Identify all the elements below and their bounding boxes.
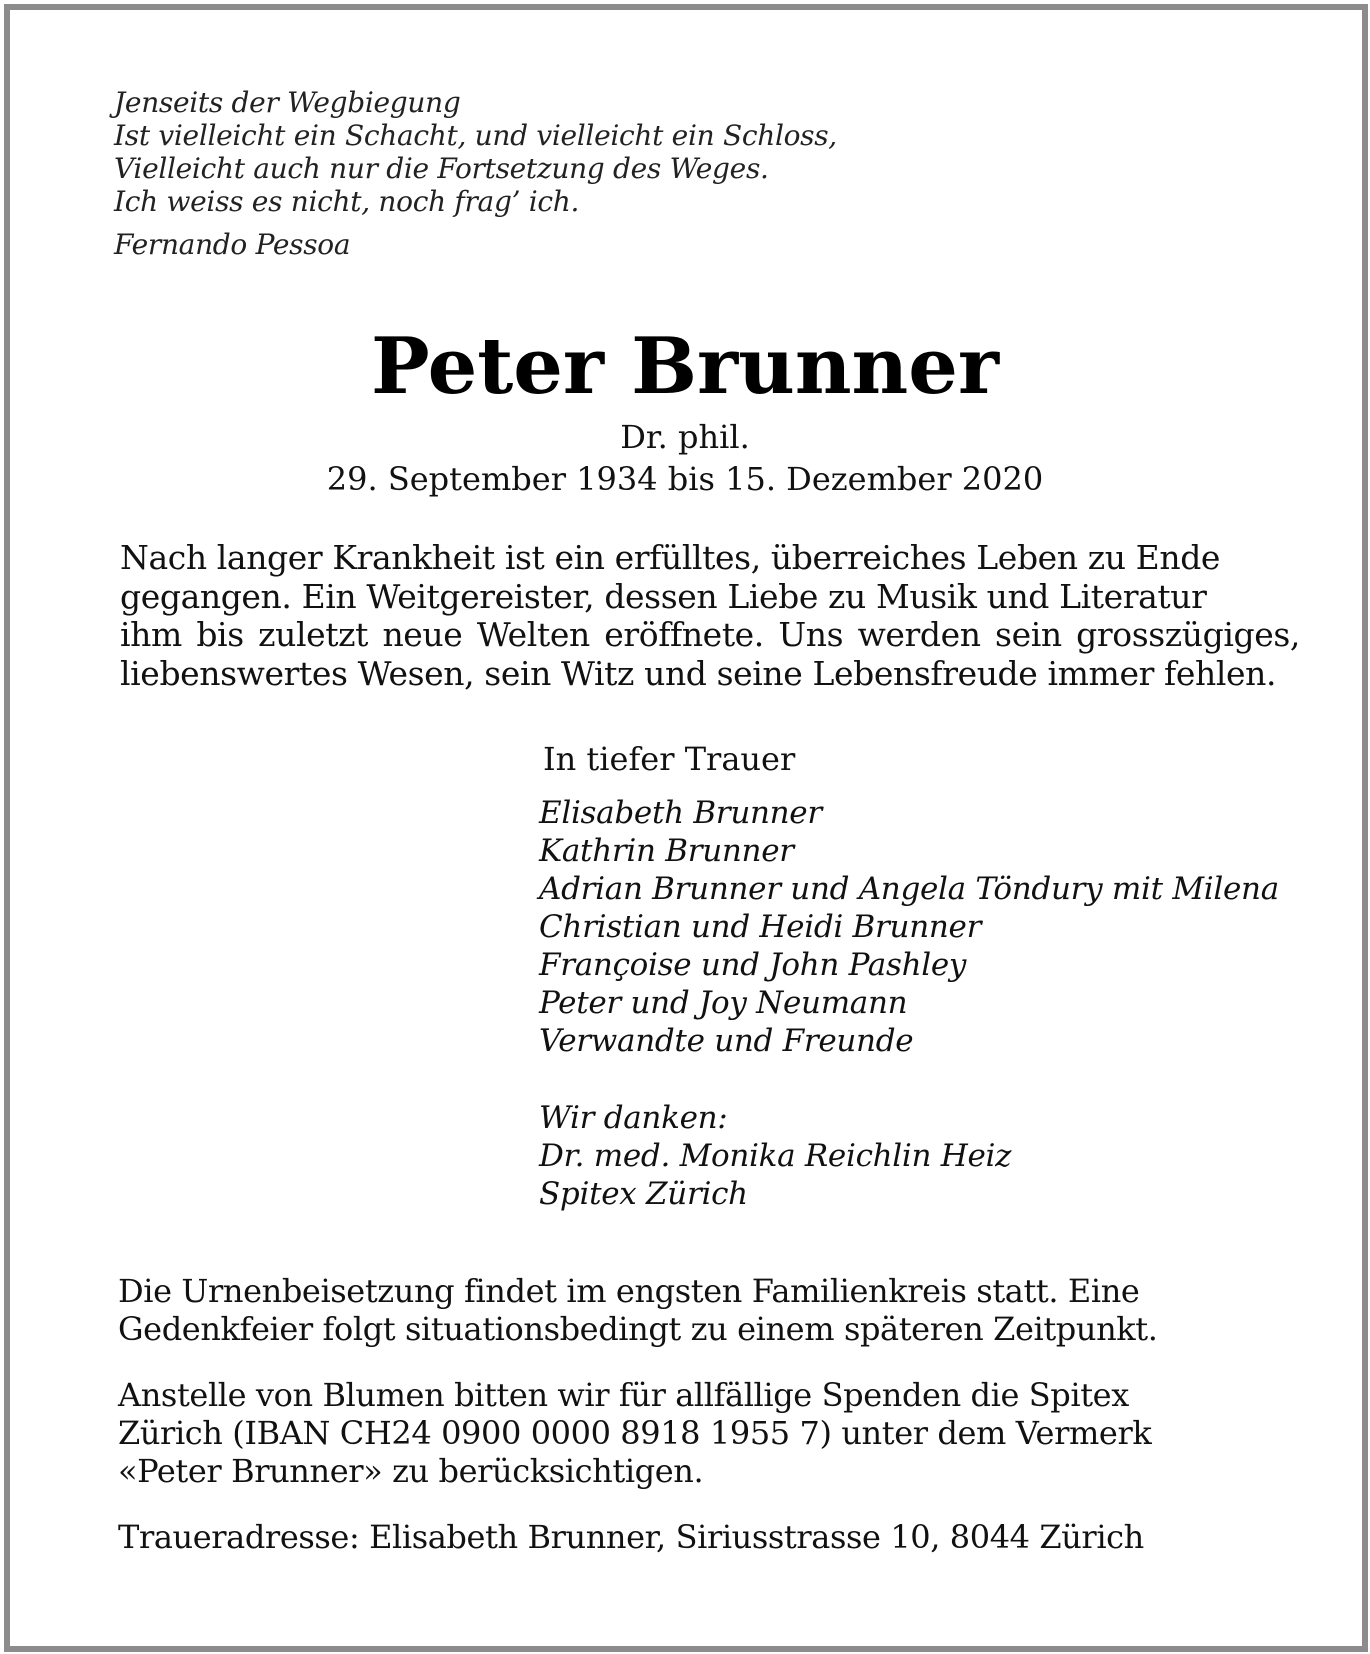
poem-line: Ist vielleicht ein Schacht, und vielleicht ein Schloss, <box>114 119 837 152</box>
family-member: Françoise und John Pashley <box>539 947 967 983</box>
family-member: Adrian Brunner und Angela Töndury mit Milena <box>539 871 1279 907</box>
family-member: Kathrin Brunner <box>539 833 794 869</box>
poem-author: Fernando Pessoa <box>114 228 351 261</box>
donation-notice <box>118 1376 1151 1490</box>
life-dates: 29. September 1934 bis 15. Dezember 2020 <box>326 460 1044 498</box>
mourning-address: Traueradresse: Elisabeth Brunner, Siriusstrasse 10, 8044 Zürich <box>118 1518 1144 1556</box>
family-list <box>539 794 1279 1060</box>
tribute-line: gegangen. Ein Weitgereister, dessen Liebe zu Musik und Literatur <box>120 576 1207 616</box>
poem-line: Vielleicht auch nur die Fortsetzung des Weges. <box>114 152 769 185</box>
family-member: Christian und Heidi Brunner <box>539 909 982 945</box>
notice-line: Anstelle von Blumen bitten wir für allfällige Spenden die Spitex <box>118 1376 1129 1414</box>
poem-quote <box>114 86 837 261</box>
deceased-name: Peter Brunner <box>371 321 999 412</box>
tribute-line: Nach langer Krankheit ist ein erfülltes, überreiches Leben zu Ende <box>120 538 1221 577</box>
poem-line: Ich weiss es nicht, noch frag’ ich. <box>114 185 580 218</box>
poem-line: Jenseits der Wegbiegung <box>114 86 461 119</box>
notice-line: Die Urnenbeisetzung findet im engsten Familienkreis statt. Eine <box>118 1272 1140 1310</box>
mourning-label: In tiefer Trauer <box>543 740 796 778</box>
family-member: Peter und Joy Neumann <box>539 985 908 1021</box>
tribute-paragraph <box>120 539 1300 693</box>
tribute-line: ihm bis zuletzt neue Welten eröffnete. Uns werden sein grosszügiges, <box>120 615 1300 654</box>
thanks-section <box>539 1099 1011 1213</box>
notice-line: «Peter Brunner» zu berücksichtigen. <box>118 1452 704 1490</box>
family-member: Verwandte und Freunde <box>539 1023 914 1059</box>
thanks-heading: Wir danken: <box>539 1100 728 1136</box>
tribute-line: liebenswertes Wesen, sein Witz und seine Lebensfreude immer fehlen. <box>120 653 1277 693</box>
burial-notice <box>118 1272 1158 1348</box>
thanks-name: Spitex Zürich <box>539 1176 748 1212</box>
family-member: Elisabeth Brunner <box>539 795 822 831</box>
notice-line: Gedenkfeier folgt situationsbedingt zu einem späteren Zeitpunkt. <box>118 1310 1158 1348</box>
thanks-name: Dr. med. Monika Reichlin Heiz <box>539 1138 1012 1174</box>
deceased-title: Dr. phil. <box>620 418 750 456</box>
notice-line: Zürich (IBAN CH24 0900 0000 8918 1955 7) unter dem Vermerk <box>118 1414 1152 1452</box>
